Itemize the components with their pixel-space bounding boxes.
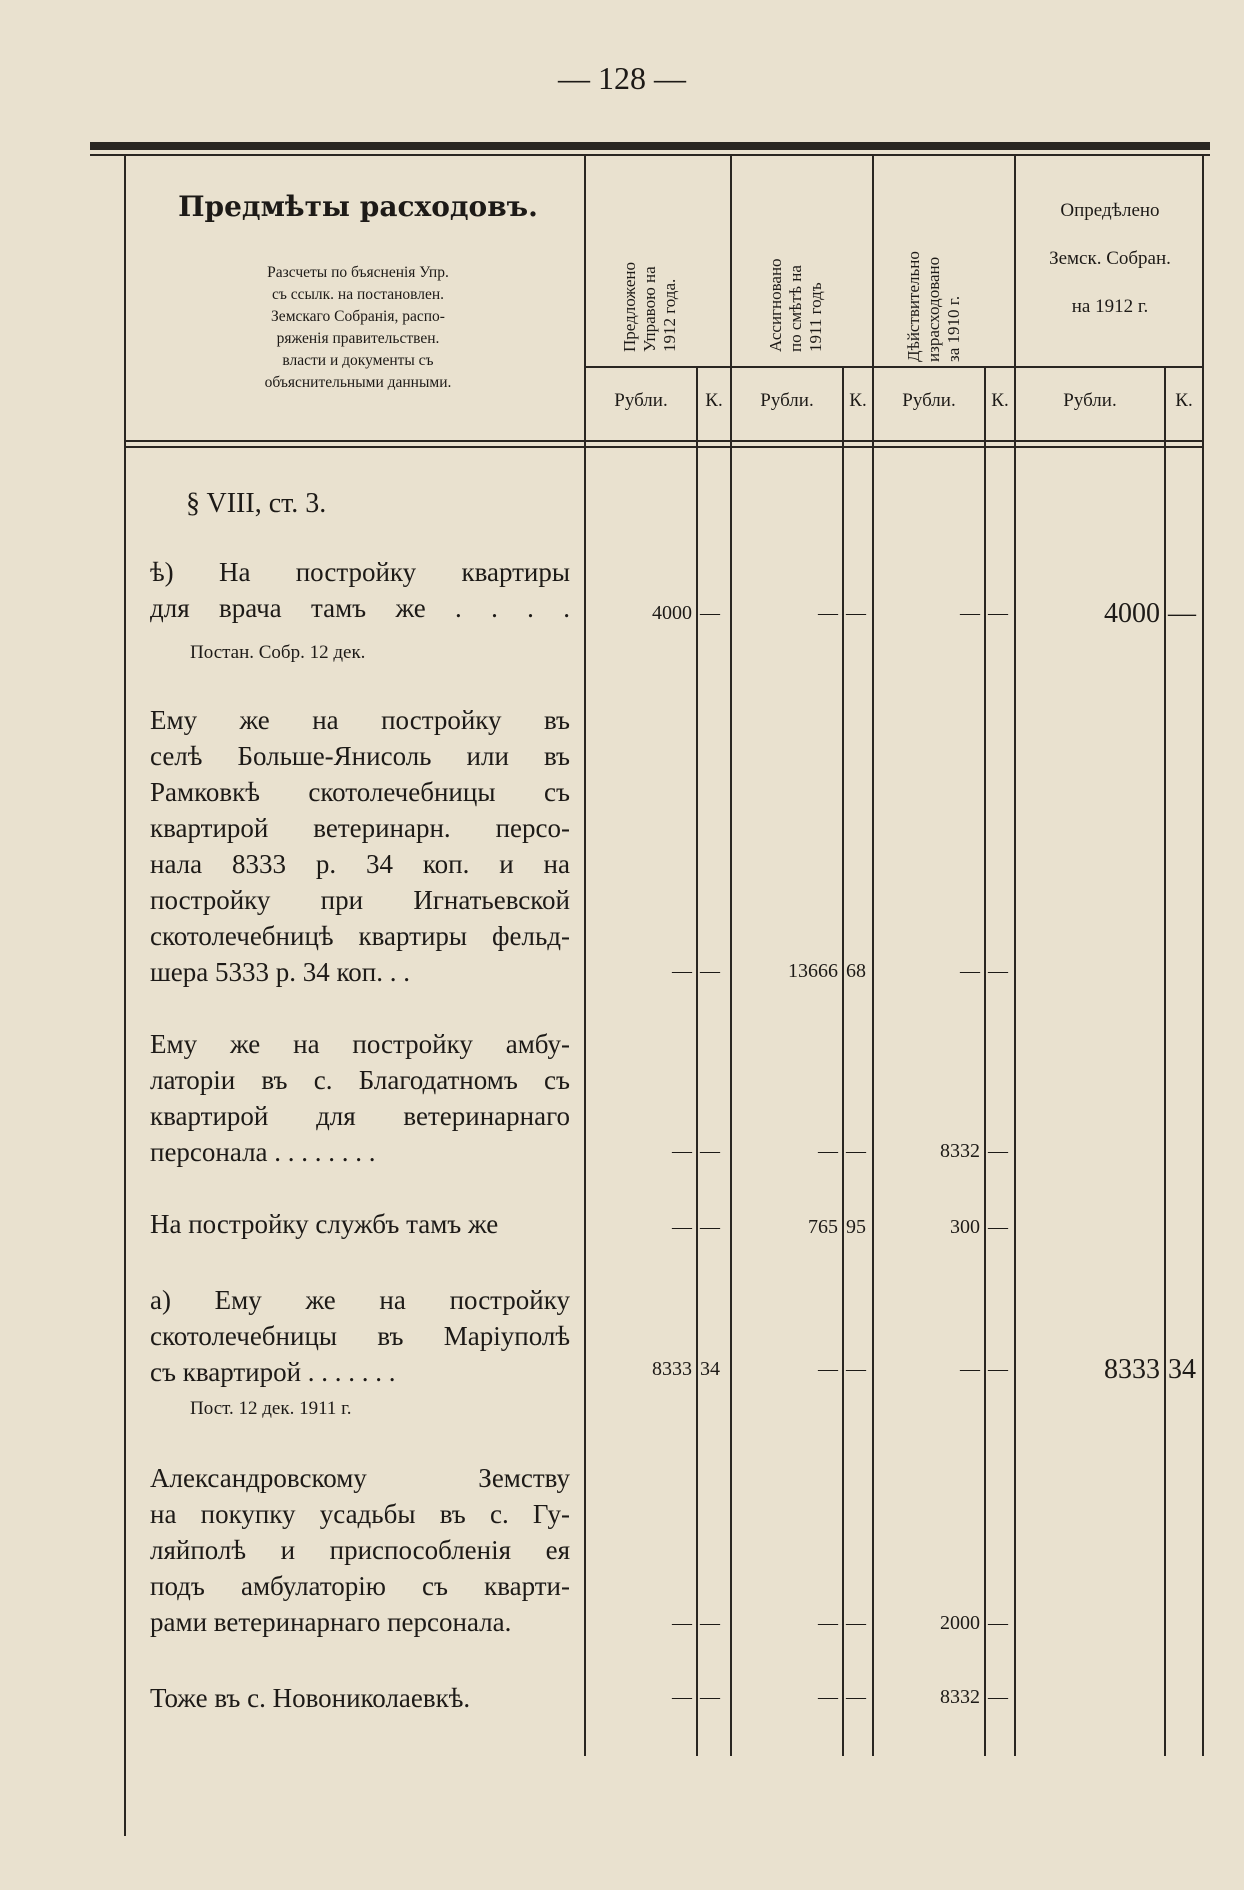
entry-line: подъ амбулаторію съ кварти-	[150, 1571, 570, 1601]
entry-line: латоріи въ с. Благодатномъ съ	[150, 1065, 570, 1095]
entry-line: шера 5333 р. 34 коп. . .	[150, 957, 410, 987]
col3-header-line: Дѣйствительно	[904, 251, 923, 362]
entry-line: ляйполѣ и приспособленія ея	[150, 1535, 570, 1565]
col1-header-line: Предложено	[620, 262, 639, 352]
amount-cell-c1r: —	[672, 1140, 692, 1162]
amount-cell-c3k: —	[988, 1140, 1008, 1162]
amount-cell-c3k: —	[988, 1612, 1008, 1634]
amount-cell-c2k: —	[846, 1358, 866, 1380]
table-right-border	[1202, 156, 1204, 1756]
amount-cell-c4k: 34	[1168, 1354, 1196, 1385]
col1-header-line: 1912 года.	[660, 278, 679, 352]
entry-line: на покупку усадьбы въ с. Гу-	[150, 1499, 570, 1529]
entry-line: Александровскому Земству	[150, 1463, 570, 1493]
entry-reference: Пост. 12 дек. 1911 г.	[190, 1398, 352, 1419]
amount-cell-c1r: —	[672, 1612, 692, 1634]
header-subtitle-line: Земскаго Собранія, распо-	[271, 308, 445, 325]
header-subtitle-line: власти и документы съ	[282, 352, 434, 369]
entry-line: съ квартирой . . . . . . .	[150, 1357, 396, 1387]
amount-cell-c1k: —	[700, 1686, 720, 1708]
rubles-header: Рубли.	[902, 390, 956, 411]
amount-cell-c1k: —	[700, 960, 720, 982]
entry-line: персонала . . . . . . . .	[150, 1137, 376, 1167]
amount-cell-c3r: —	[960, 1358, 980, 1380]
header-title: Предмѣты расходовъ.	[178, 190, 538, 223]
entry-line: постройку при Игнатьевской	[150, 885, 570, 915]
amount-cell-c2r: 765	[808, 1216, 838, 1238]
amount-cell-c4k: —	[1168, 598, 1196, 629]
amount-cell-c2k: —	[846, 1612, 866, 1634]
table-left-border	[124, 156, 126, 1836]
entry-line: Рамковкѣ скотолечебницы съ	[150, 777, 570, 807]
amount-cell-c4r: 4000	[1104, 598, 1160, 629]
amount-cell-c1r: 4000	[652, 602, 692, 624]
col3-header-line: за 1910 г.	[944, 295, 963, 362]
amount-cell-c3r: 8332	[940, 1140, 980, 1162]
header-subtitle-line: объяснительными данными.	[264, 374, 452, 391]
entry-line: ѣ) На постройку квартиры	[150, 557, 570, 587]
entry-reference: Постан. Собр. 12 дек.	[190, 642, 366, 663]
amount-cell-c2r: —	[818, 1686, 838, 1708]
kopeck-divider	[842, 366, 844, 1756]
rubles-header: Рубли.	[614, 390, 668, 411]
entry-line: а) Ему же на постройку	[150, 1285, 570, 1315]
amount-cell-c2k: —	[846, 1686, 866, 1708]
amount-cell-c2r: —	[818, 1358, 838, 1380]
amount-cell-c3r: —	[960, 602, 980, 624]
rubles-header: Рубли.	[1063, 390, 1117, 411]
amount-cell-c2k: —	[846, 602, 866, 624]
amount-cell-c3k: —	[988, 602, 1008, 624]
page-number: — 128 —	[558, 60, 686, 96]
amount-cell-c3k: —	[988, 1216, 1008, 1238]
col2-header-line: по смѣтѣ на	[786, 265, 805, 352]
top-rule-thin	[90, 154, 1210, 156]
kopecks-header: К.	[705, 390, 723, 411]
amount-cell-c2r: —	[818, 1140, 838, 1162]
entry-line: Тоже въ с. Новониколаевкѣ.	[150, 1683, 471, 1713]
entry-line: Ему же на постройку въ	[150, 705, 570, 735]
entry-line: скотолечебницѣ квартиры фельд-	[150, 921, 570, 951]
amount-cell-c2r: —	[818, 1612, 838, 1634]
entry-text	[150, 1680, 570, 1716]
amount-cell-c3r: —	[960, 960, 980, 982]
amount-cell-c1k: —	[700, 1140, 720, 1162]
amount-cell-c1r: —	[672, 960, 692, 982]
col2-header-line: Ассигновано	[766, 258, 785, 352]
col4-header-line: на 1912 г.	[1071, 296, 1149, 317]
col4-header-line: Опредѣлено	[1060, 200, 1160, 221]
header-subtitle-line: съ ссылк. на постановлен.	[271, 286, 445, 303]
header-subtitle-line: ряженія правительствен.	[276, 330, 440, 347]
amount-cell-c3r: 2000	[940, 1612, 980, 1634]
entry-line: квартирой для ветеринарнаго	[150, 1101, 570, 1131]
entry-line: нала 8333 р. 34 коп. и на	[150, 849, 570, 879]
amount-cell-c1r: —	[672, 1216, 692, 1238]
entry-text	[150, 554, 570, 626]
entry-text	[150, 1026, 570, 1170]
amount-cell-c1k: —	[700, 1612, 720, 1634]
entry-line: скотолечебницы въ Маріуполѣ	[150, 1321, 570, 1351]
entry-text	[150, 1282, 570, 1390]
rubles-header: Рубли.	[760, 390, 814, 411]
kopeck-divider	[1164, 366, 1166, 1756]
kopecks-header: К.	[849, 390, 867, 411]
header-bottom-line	[124, 440, 1204, 442]
amount-cell-c2r: 13666	[788, 960, 838, 982]
kopeck-divider	[696, 366, 698, 1756]
entry-line: рами ветеринарнаго персонала.	[150, 1607, 512, 1637]
entry-text	[150, 1460, 570, 1640]
amount-cell-c3r: 8332	[940, 1686, 980, 1708]
amount-cell-c1k: —	[700, 602, 720, 624]
amount-cell-c2k: —	[846, 1140, 866, 1162]
col1-header-line: Управою на	[640, 266, 659, 352]
amount-cell-c1k: 34	[700, 1358, 720, 1380]
top-rule-thick	[90, 142, 1210, 150]
col3-header-line: израсходовано	[924, 256, 943, 362]
col2-header-line: 1911 годъ	[806, 282, 825, 352]
amount-cell-c2r: —	[818, 602, 838, 624]
amount-cell-c3k: —	[988, 1358, 1008, 1380]
header-bottom-line	[124, 446, 1204, 448]
subheader-line	[584, 366, 1204, 368]
entry-line: селѣ Больше-Янисоль или въ	[150, 741, 570, 771]
amount-cell-c3k: —	[988, 1686, 1008, 1708]
amount-cell-c2k: 68	[846, 960, 866, 982]
section-heading: § VIII, ст. 3.	[186, 488, 327, 519]
amount-cell-c4r: 8333	[1104, 1354, 1160, 1385]
header-subtitle	[128, 262, 588, 394]
amount-cell-c2k: 95	[846, 1216, 866, 1238]
entry-line: На постройку службъ тамъ же	[150, 1209, 499, 1239]
amount-cell-c1r: 8333	[652, 1358, 692, 1380]
kopecks-header: К.	[991, 390, 1009, 411]
amount-cell-c3k: —	[988, 960, 1008, 982]
kopecks-header: К.	[1175, 390, 1193, 411]
header-subtitle-line: Разсчеты по бъясненія Упр.	[267, 264, 449, 281]
entry-text	[150, 702, 570, 990]
amount-cell-c1k: —	[700, 1216, 720, 1238]
amount-cell-c3r: 300	[950, 1216, 980, 1238]
entry-line: Ему же на постройку амбу-	[150, 1029, 570, 1059]
col4-header-line: Земск. Собран.	[1049, 248, 1171, 269]
entry-text	[150, 1206, 570, 1242]
kopeck-divider	[984, 366, 986, 1756]
amount-cell-c1r: —	[672, 1686, 692, 1708]
entry-line: квартирой ветеринарн. персо-	[150, 813, 570, 843]
entry-line: для врача тамъ же . . . .	[150, 593, 570, 623]
